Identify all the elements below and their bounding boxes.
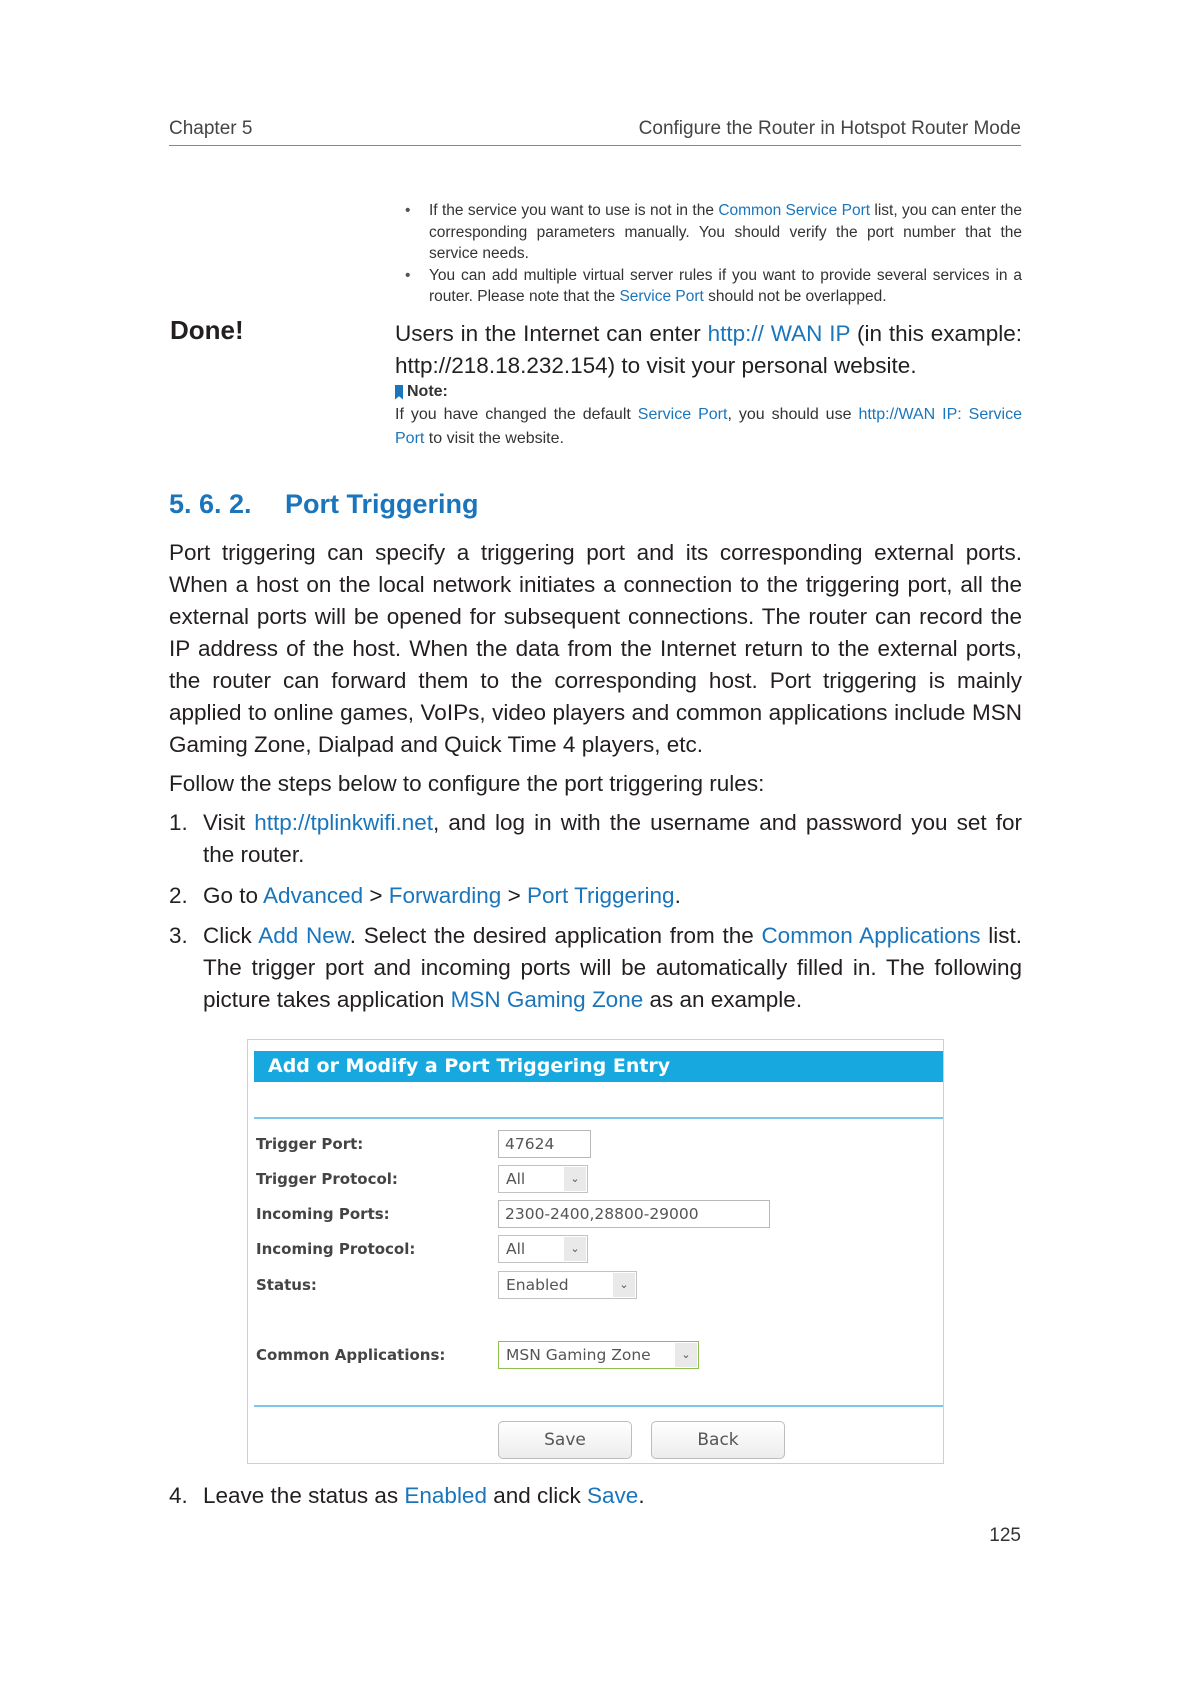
done-label: Done! bbox=[170, 315, 244, 345]
incoming-ports-input[interactable]: 2300-2400,28800-29000 bbox=[498, 1200, 770, 1228]
advanced-link[interactable]: Advanced bbox=[263, 883, 364, 908]
note-label: Note: bbox=[407, 383, 448, 400]
common-applications-row bbox=[256, 1341, 699, 1369]
section-number: 5. 6. 2. bbox=[169, 489, 252, 519]
text: . bbox=[674, 883, 681, 908]
enabled-link[interactable]: Enabled bbox=[404, 1483, 487, 1508]
tip-item bbox=[405, 200, 1022, 265]
intro-paragraph: Port triggering can specify a triggering port and its corresponding external ports. When a host on the local network initiates a connection to the triggering port, all the external ports will be opened for subsequent connections. The router can record the IP address of the host. When the data from the Internet return to the external ports, the router can forward them to the corresponding host. Port triggering is mainly applied to online games, VoIPs, video players and common applications include MSN Gaming Zone, Dialpad and Quick Time 4 players, etc. bbox=[169, 540, 1022, 757]
tip-text: You can add multiple virtual server rules if you want to provide several services in a router. Please note that the bbox=[429, 266, 1022, 305]
note-heading bbox=[395, 383, 448, 401]
forwarding-link[interactable]: Forwarding bbox=[388, 883, 502, 908]
common-applications-label: Common Applications: bbox=[256, 1346, 446, 1364]
common-service-port-link[interactable]: Common Service Port bbox=[718, 202, 871, 219]
trigger-protocol-select[interactable] bbox=[498, 1165, 588, 1193]
common-applications-link[interactable]: Common Applications bbox=[761, 923, 981, 948]
note-body bbox=[395, 403, 1022, 451]
incoming-protocol-row bbox=[256, 1235, 588, 1263]
step-item bbox=[169, 880, 1022, 912]
text: Click bbox=[203, 923, 259, 948]
panel-divider bbox=[254, 1405, 943, 1407]
step-number: 4. bbox=[169, 1483, 188, 1508]
text: > bbox=[501, 883, 527, 908]
text: Leave the status as bbox=[203, 1483, 405, 1508]
section-title: Port Triggering bbox=[285, 489, 479, 519]
text: (in this example: http://218.18.232.154) to visit your personal website. bbox=[395, 321, 1022, 378]
tplinkwifi-link[interactable]: http://tplinkwifi.net bbox=[254, 810, 434, 835]
service-port-link[interactable]: Service Port bbox=[637, 406, 728, 423]
panel-divider bbox=[254, 1117, 943, 1119]
trigger-protocol-label: Trigger Protocol: bbox=[256, 1170, 398, 1188]
incoming-protocol-label: Incoming Protocol: bbox=[256, 1240, 416, 1258]
wan-ip-service-port-link[interactable]: http://WAN IP: Service Port bbox=[395, 406, 1023, 447]
text: , you should use bbox=[727, 406, 859, 423]
chevron-down-icon[interactable]: ⌄ bbox=[564, 1167, 586, 1191]
header-divider bbox=[169, 145, 1021, 146]
text: > bbox=[363, 883, 389, 908]
text: Users in the Internet can enter bbox=[395, 321, 708, 346]
tip-text: should not be overlapped. bbox=[703, 288, 887, 305]
service-port-link[interactable]: Service Port bbox=[619, 288, 704, 305]
step-item bbox=[169, 920, 1022, 1016]
status-select[interactable] bbox=[498, 1271, 637, 1299]
common-applications-select[interactable] bbox=[498, 1341, 699, 1369]
tip-text: list, you can enter the corresponding parameters manually. You should verify the port number that the service needs. bbox=[429, 202, 1022, 262]
tip-item bbox=[405, 265, 1022, 308]
text: If you have changed the default bbox=[395, 406, 638, 423]
status-label: Status: bbox=[256, 1276, 317, 1294]
tips-list bbox=[405, 200, 1022, 308]
bullet-icon: • bbox=[405, 202, 411, 219]
step-item bbox=[169, 1480, 1022, 1512]
selected-value: All bbox=[506, 1240, 526, 1258]
selected-value: MSN Gaming Zone bbox=[506, 1346, 651, 1364]
tip-text: If the service you want to use is not in the bbox=[429, 202, 719, 219]
add-new-link[interactable]: Add New bbox=[258, 923, 350, 948]
incoming-ports-row bbox=[256, 1200, 770, 1228]
msn-gaming-zone-link[interactable]: MSN Gaming Zone bbox=[450, 987, 644, 1012]
chevron-down-icon[interactable]: ⌄ bbox=[564, 1237, 586, 1261]
bullet-icon: • bbox=[405, 266, 411, 284]
selected-value: All bbox=[506, 1170, 526, 1188]
text: to visit the website. bbox=[424, 430, 564, 447]
bookmark-icon bbox=[395, 385, 403, 400]
selected-value: Enabled bbox=[506, 1276, 569, 1294]
text: , and log in with the username and password you set for the router. bbox=[203, 810, 1022, 867]
chapter-title: Configure the Router in Hotspot Router Mode bbox=[638, 118, 1021, 139]
text: as an example. bbox=[643, 987, 803, 1012]
text: Go to bbox=[203, 883, 264, 908]
text: Visit bbox=[203, 810, 255, 835]
text: . bbox=[638, 1483, 645, 1508]
status-row bbox=[256, 1271, 637, 1299]
trigger-port-label: Trigger Port: bbox=[256, 1135, 364, 1153]
panel-title: Add or Modify a Port Triggering Entry bbox=[254, 1051, 943, 1082]
trigger-port-input[interactable]: 47624 bbox=[498, 1130, 591, 1158]
chevron-down-icon[interactable]: ⌄ bbox=[675, 1343, 697, 1367]
page-number: 125 bbox=[989, 1525, 1021, 1546]
steps-intro: Follow the steps below to configure the port triggering rules: bbox=[169, 771, 765, 796]
text: and click bbox=[486, 1483, 588, 1508]
step-number: 1. bbox=[169, 810, 188, 835]
trigger-port-row bbox=[256, 1130, 591, 1158]
save-button[interactable]: Save bbox=[498, 1421, 632, 1459]
step-number: 3. bbox=[169, 923, 188, 948]
port-triggering-link[interactable]: Port Triggering bbox=[526, 883, 675, 908]
step-item bbox=[169, 807, 1022, 871]
save-link[interactable]: Save bbox=[587, 1483, 639, 1508]
wan-ip-link[interactable]: http:// WAN IP bbox=[707, 321, 851, 346]
done-text bbox=[395, 318, 1022, 382]
port-triggering-panel bbox=[247, 1039, 944, 1464]
chapter-label: Chapter 5 bbox=[169, 118, 253, 139]
text: list. The trigger port and incoming ports will be automatically filled in. The following picture takes application bbox=[203, 923, 1022, 1012]
incoming-protocol-select[interactable] bbox=[498, 1235, 588, 1263]
trigger-protocol-row bbox=[256, 1165, 588, 1193]
text: . Select the desired application from the bbox=[349, 923, 762, 948]
chevron-down-icon[interactable]: ⌄ bbox=[613, 1273, 635, 1297]
back-button[interactable]: Back bbox=[651, 1421, 785, 1459]
incoming-ports-label: Incoming Ports: bbox=[256, 1205, 390, 1223]
step-number: 2. bbox=[169, 883, 188, 908]
